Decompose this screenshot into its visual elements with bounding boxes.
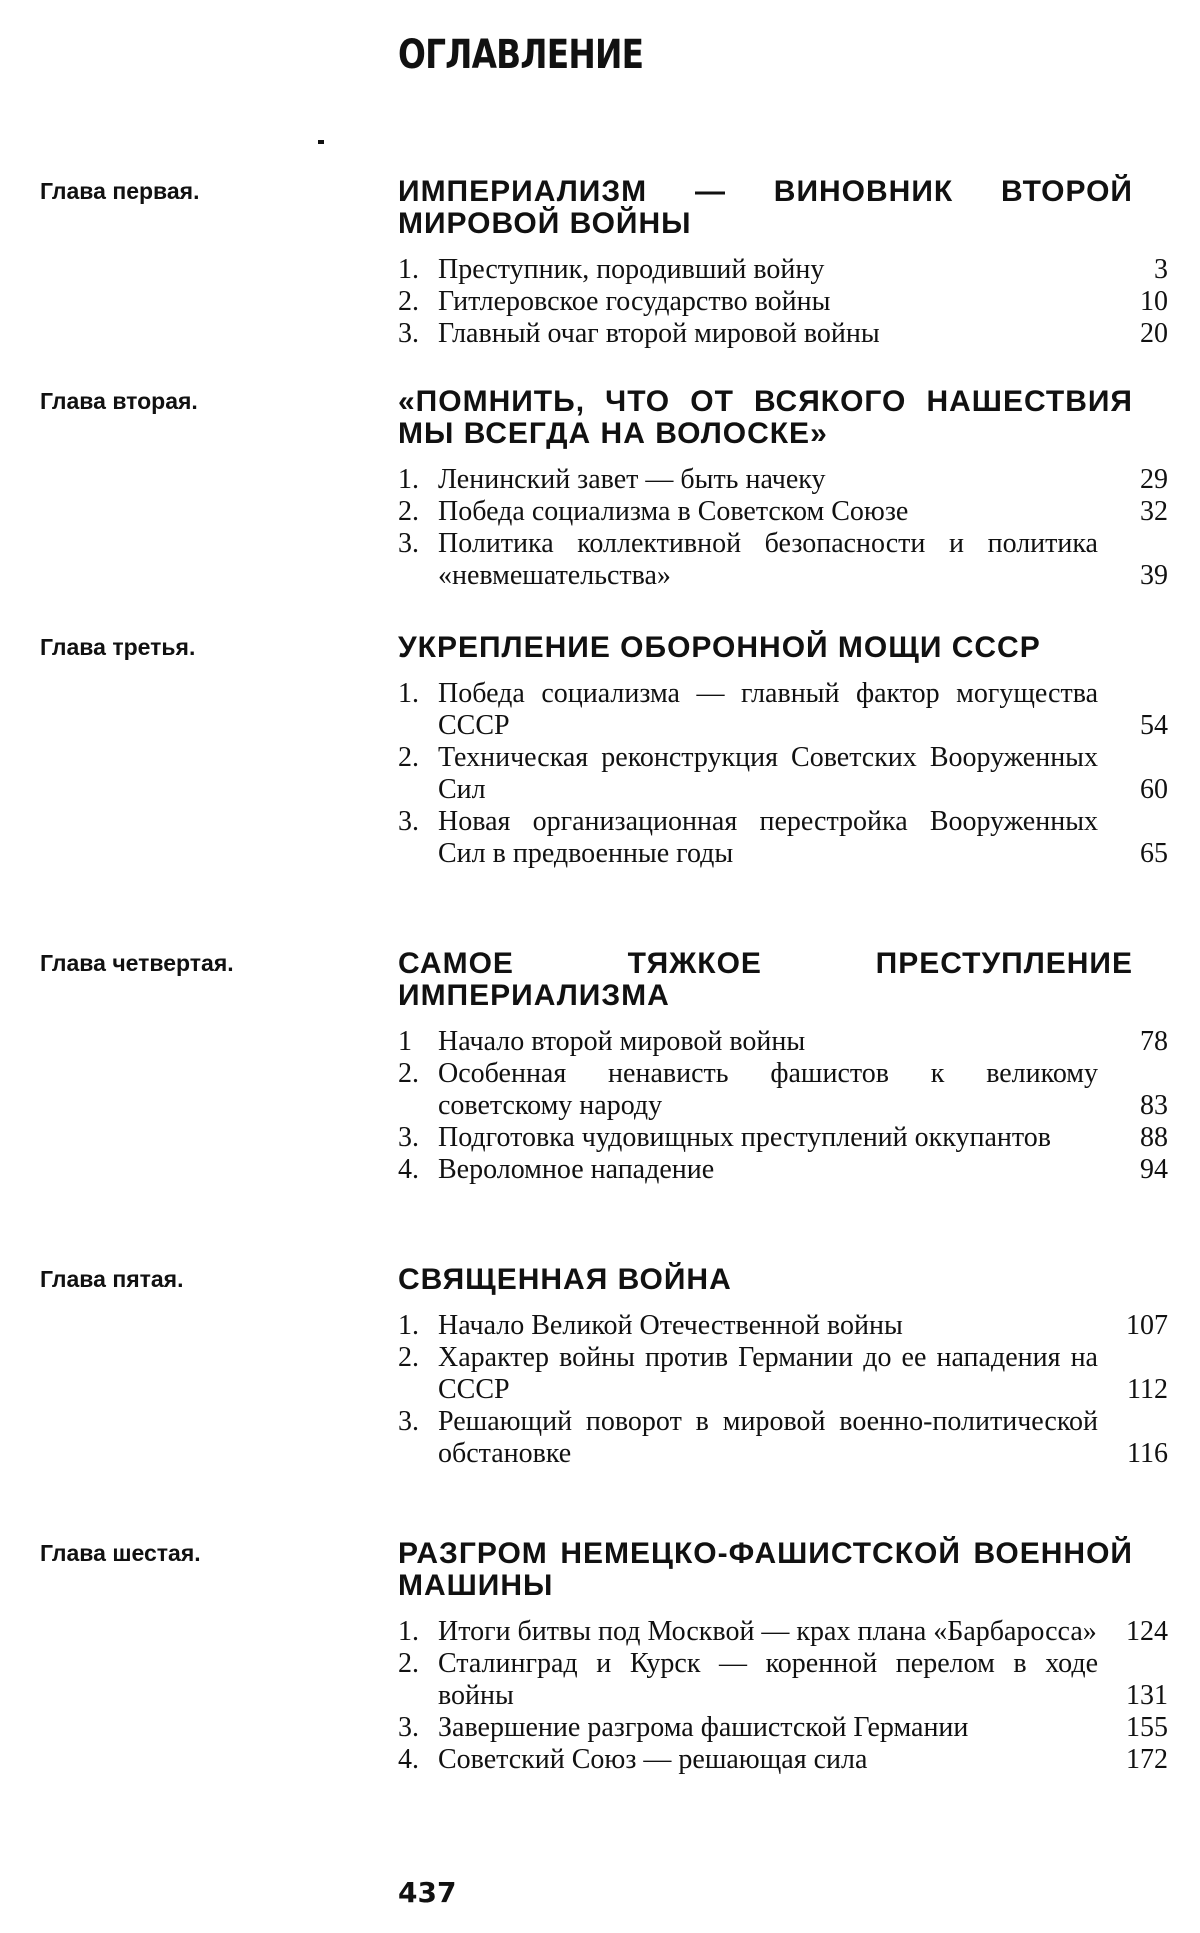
chapter-body: [398, 1264, 1168, 1470]
toc-entry-title: Преступник, породивший войну: [438, 254, 825, 285]
toc-entry[interactable]: [398, 528, 1168, 592]
toc-entry-page: 116: [1127, 1438, 1168, 1469]
toc-entry[interactable]: [398, 1058, 1168, 1122]
toc-entry[interactable]: [398, 1744, 1168, 1776]
toc-entry-number: 2.: [398, 1648, 419, 1679]
toc-entry-number: 2.: [398, 742, 419, 773]
toc-entry-number: 1.: [398, 464, 419, 495]
toc-entry-page: 78: [1140, 1026, 1168, 1057]
toc-entry-number: 3.: [398, 1406, 419, 1437]
toc-entry-title: Политика коллективной безопасности и политика «невмешательства»: [438, 528, 1098, 591]
chapter-label: Глава четвертая.: [40, 950, 234, 976]
toc-entry-page: 124: [1126, 1616, 1168, 1647]
chapter-body: [398, 948, 1168, 1186]
toc-entry-page: 32: [1140, 496, 1168, 527]
toc-entry-number: 3.: [398, 806, 419, 837]
toc-entry-title: Гитлеровское государство войны: [438, 286, 831, 317]
toc-entry-number: 3.: [398, 1712, 419, 1743]
toc-entry-number: 4.: [398, 1744, 419, 1775]
toc-entry-number: 2.: [398, 1058, 419, 1089]
toc-entry-page: 131: [1126, 1680, 1168, 1711]
toc-entry-number: 2.: [398, 286, 419, 317]
toc-entry-page: 65: [1140, 838, 1168, 869]
toc-entry-title: Характер войны против Германии до ее нападения на СССР: [438, 1342, 1098, 1405]
chapter-label: Глава первая.: [40, 178, 200, 204]
toc-entry-title: Техническая реконструкция Советских Вооруженных Сил: [438, 742, 1098, 805]
toc-entry-page: 54: [1140, 710, 1168, 741]
toc-entry-title: Новая организационная перестройка Вооруженных Сил в предвоенные годы: [438, 806, 1098, 869]
page-title: ОГЛАВЛЕНИЕ: [398, 32, 644, 78]
toc-entry-number: 3.: [398, 318, 419, 349]
chapter-body: [398, 632, 1168, 870]
toc-entry-title: Победа социализма в Советском Союзе: [438, 496, 909, 527]
toc-entry-number: 2.: [398, 496, 419, 527]
chapter-body: [398, 386, 1168, 592]
toc-entry-page: 39: [1140, 560, 1168, 591]
toc-entry-page: 155: [1126, 1712, 1168, 1743]
toc-entry-title: Главный очаг второй мировой войны: [438, 318, 880, 349]
toc-entry[interactable]: [398, 1406, 1168, 1470]
chapter-label: Глава вторая.: [40, 388, 198, 414]
toc-entry[interactable]: [398, 1310, 1168, 1342]
toc-entry[interactable]: [398, 254, 1168, 286]
chapter-title: «ПОМНИТЬ, ЧТО ОТ ВСЯКОГО НАШЕСТВИЯ МЫ ВСЕГДА НА ВОЛОСКЕ»: [398, 385, 1133, 450]
toc-entry-number: 3.: [398, 1122, 419, 1153]
chapter-title: САМОЕ ТЯЖКОЕ ПРЕСТУПЛЕНИЕ ИМПЕРИАЛИЗМА: [398, 947, 1133, 1012]
stray-mark: [318, 140, 324, 144]
toc-entry[interactable]: [398, 1122, 1168, 1154]
toc-entry[interactable]: [398, 318, 1168, 350]
toc-entry-page: 107: [1126, 1310, 1168, 1341]
toc-entry[interactable]: [398, 1616, 1168, 1648]
toc-entry-page: 10: [1140, 286, 1168, 317]
toc-entry[interactable]: [398, 464, 1168, 496]
chapter-title: РАЗГРОМ НЕМЕЦКО-ФАШИСТСКОЙ ВОЕННОЙ МАШИНЫ: [398, 1537, 1133, 1602]
chapter-title: СВЯЩЕННАЯ ВОЙНА: [398, 1263, 732, 1296]
toc-entry-page: 112: [1127, 1374, 1168, 1405]
toc-entry-title: Советский Союз — решающая сила: [438, 1744, 868, 1775]
toc-entry[interactable]: [398, 1154, 1168, 1186]
toc-entry-title: Вероломное нападение: [438, 1154, 715, 1185]
toc-entry[interactable]: [398, 678, 1168, 742]
toc-entry-number: 4.: [398, 1154, 419, 1185]
chapter-body: [398, 176, 1168, 350]
toc-entry[interactable]: [398, 286, 1168, 318]
toc-entry-title: Победа социализма — главный фактор могущества СССР: [438, 678, 1098, 741]
toc-entry[interactable]: [398, 806, 1168, 870]
toc-entry-title: Итоги битвы под Москвой — крах плана «Барбаросса»: [438, 1616, 1097, 1647]
toc-entry[interactable]: [398, 1026, 1168, 1058]
chapter-body: [398, 1538, 1168, 1776]
toc-entry-title: Ленинский завет — быть начеку: [438, 464, 826, 495]
toc-entry-number: 1.: [398, 678, 419, 709]
toc-entry-title: Начало второй мировой войны: [438, 1026, 806, 1057]
toc-entry-number: 1.: [398, 1616, 419, 1647]
toc-entry[interactable]: [398, 742, 1168, 806]
toc-entry-number: 2.: [398, 1342, 419, 1373]
toc-entry-page: 83: [1140, 1090, 1168, 1121]
toc-entry-page: 172: [1126, 1744, 1168, 1775]
toc-entry[interactable]: [398, 1712, 1168, 1744]
chapter-label: Глава шестая.: [40, 1540, 201, 1566]
toc-entry-title: Сталинград и Курск — коренной перелом в ходе войны: [438, 1648, 1098, 1711]
chapter-label: Глава пятая.: [40, 1266, 184, 1292]
toc-entry[interactable]: [398, 496, 1168, 528]
toc-entry-number: 1: [398, 1026, 412, 1057]
toc-entry-page: 3: [1154, 254, 1168, 285]
toc-entry-number: 1.: [398, 254, 419, 285]
toc-entry-title: Подготовка чудовищных преступлений оккупантов: [438, 1122, 1051, 1153]
toc-entry[interactable]: [398, 1342, 1168, 1406]
toc-entry-number: 3.: [398, 528, 419, 559]
toc-entry-page: 60: [1140, 774, 1168, 805]
toc-entry-title: Особенная ненависть фашистов к великому советскому народу: [438, 1058, 1098, 1121]
toc-entry-title: Начало Великой Отечественной войны: [438, 1310, 903, 1341]
toc-entry-title: Завершение разгрома фашистской Германии: [438, 1712, 969, 1743]
toc-entry-page: 88: [1140, 1122, 1168, 1153]
chapter-title: ИМПЕРИАЛИЗМ — ВИНОВНИК ВТОРОЙ МИРОВОЙ ВОЙНЫ: [398, 175, 1133, 240]
page-number: 437: [398, 1876, 457, 1909]
toc-entry-page: 29: [1140, 464, 1168, 495]
toc-entry[interactable]: [398, 1648, 1168, 1712]
toc-entry-number: 1.: [398, 1310, 419, 1341]
toc-entry-title: Решающий поворот в мировой военно-политической обстановке: [438, 1406, 1098, 1469]
toc-entry-page: 94: [1140, 1154, 1168, 1185]
chapter-label: Глава третья.: [40, 634, 196, 660]
chapter-title: УКРЕПЛЕНИЕ ОБОРОННОЙ МОЩИ СССР: [398, 631, 1041, 664]
toc-entry-page: 20: [1140, 318, 1168, 349]
